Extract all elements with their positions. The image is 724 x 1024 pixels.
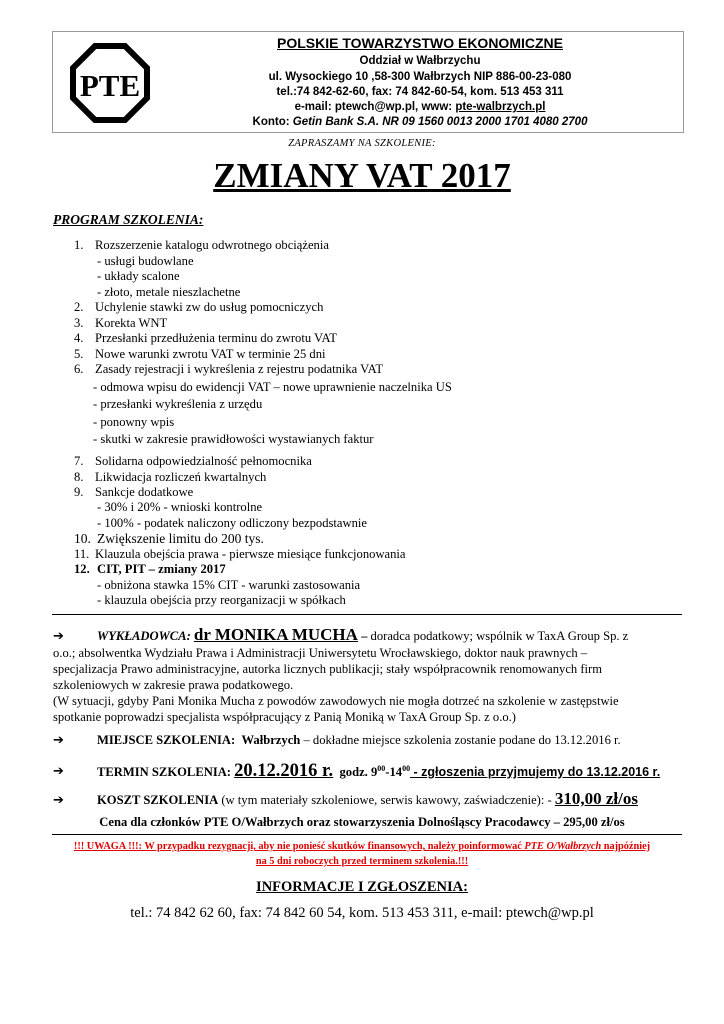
lecturer-name: dr MONIKA MUCHA xyxy=(193,625,358,644)
cancellation-warning-2: na 5 dni roboczych przed terminem szkolenia.!!! xyxy=(255,856,469,867)
cancellation-warning: !!! UWAGA !!!: W przypadku rezygnacji, aby nie ponieść skutków finansowych, należy poinformować PTE O/Wałbrzych najpóźniej xyxy=(73,841,651,852)
phones: tel.:74 842-62-60, fax: 74 842-60-54, kom. 513 453 311 xyxy=(276,86,564,98)
list-subitem: - usługi budowlane xyxy=(97,254,194,268)
pte-logo xyxy=(67,40,153,126)
substitute-note: (W sytuacji, gdyby Pani Monika Mucha z powodów zawodowych nie mogła dotrzeć na szkolenie w zastępstwie xyxy=(53,694,619,708)
lecturer-label: WYKŁADOWCA: xyxy=(97,629,191,643)
right-arrow-icon: ➔ xyxy=(53,764,64,779)
letterhead-text xyxy=(160,35,680,131)
invite-text: ZAPRASZAMY NA SZKOLENIE: xyxy=(288,138,436,149)
lecturer-bio-line: szkoleniowych w zakresie prawa podatkowego. xyxy=(53,678,294,692)
divider xyxy=(52,834,682,835)
term-label: TERMIN SZKOLENIA: xyxy=(97,765,232,780)
cost-price: 310,00 zł/os xyxy=(554,789,638,808)
list-subitem: - odmowa wpisu do ewidencji VAT – nowe uprawnienie naczelnika US xyxy=(93,380,452,394)
right-arrow-icon: ➔ xyxy=(53,629,64,644)
www-link[interactable]: pte-walbrzych.pl xyxy=(455,101,546,113)
bank-value: Getin Bank S.A. NR 09 1560 0013 2000 1701 4080 2700 xyxy=(292,116,588,128)
list-subitem: - klauzula obejścia przy reorganizacji w spółkach xyxy=(97,593,346,607)
list-subitem: - obniżona stawka 15% CIT - warunki zastosowania xyxy=(97,578,361,592)
list-subitem: - 30% i 20% - wnioski kontrolne xyxy=(97,500,263,514)
contact-info: tel.: 74 842 62 60, fax: 74 842 60 54, kom. 513 453 311, e-mail: ptewch@wp.pl xyxy=(130,905,594,921)
lecturer-bio-line: specjalizacja Prawo administracyjne, autorka licznych publikacji; stały współpracownik renomowanych firm xyxy=(53,662,603,676)
member-price: Cena dla członków PTE O/Wałbrzych oraz stowarzyszenia Dolnośląscy Pracodawcy – 295,00 zł/os xyxy=(99,815,625,829)
page-title xyxy=(0,155,724,197)
email-text: e-mail: ptewch@wp.pl, www: xyxy=(294,101,456,113)
right-arrow-icon: ➔ xyxy=(53,733,64,748)
term-date: 20.12.2016 r. xyxy=(234,761,334,782)
bank-label: Konto: xyxy=(252,116,293,128)
substitute-note: spotkanie poprowadzi specjalista współpracujący z Panią Moniką w TaxA Group Sp. z o.o.) xyxy=(53,710,516,724)
cost-label: KOSZT SZKOLENIA xyxy=(97,793,219,807)
place-line: MIEJSCE SZKOLENIA: Wałbrzych – dokładne miejsce szkolenia zostanie podane do 13.12.2016 r. xyxy=(97,733,621,747)
branch-name: Oddział w Wałbrzychu xyxy=(359,55,481,67)
list-subitem: - 100% - podatek naliczony odliczony bezpodstawnie xyxy=(97,516,367,530)
cost-line: KOSZT SZKOLENIA (w tym materiały szkoleniowe, serwis kawowy, zaświadczenie): - 310,00 zł/os xyxy=(97,789,638,808)
program-heading: PROGRAM SZKOLENIA: xyxy=(53,212,204,227)
list-subitem: - ponowny wpis xyxy=(93,415,175,429)
list-subitem: - przesłanki wykreślenia z urzędu xyxy=(93,397,263,411)
lecturer-line: WYKŁADOWCA: dr MONIKA MUCHA – doradca podatkowy; wspólnik w TaxA Group Sp. z xyxy=(97,625,629,644)
title-text: ZMIANY VAT 2017 xyxy=(213,156,511,195)
right-arrow-icon: ➔ xyxy=(53,793,64,808)
bank-account xyxy=(160,116,680,128)
org-name: POLSKIE TOWARZYSTWO EKONOMICZNE xyxy=(277,35,563,51)
term-hours: godz. $9^{00}-14^{00}$ xyxy=(339,764,411,780)
term-line xyxy=(97,758,687,783)
logo-text: PTE xyxy=(79,68,141,103)
email-www xyxy=(160,101,680,113)
lecturer-bio-line: o.o.; absolwentka Wydziału Prawa i Administracji Uniwersytetu Wrocławskiego, doktor nauk prawnych – xyxy=(53,646,588,660)
registration-deadline: - zgłoszenia przyjmujemy do 13.12.2016 r. xyxy=(410,765,661,780)
list-subitem: - skutki w zakresie prawidłowości wystawianych faktur xyxy=(93,432,374,446)
address: ul. Wysockiego 10 ,58-300 Wałbrzych NIP 886-00-23-080 xyxy=(268,71,572,83)
list-subitem: - układy scalone xyxy=(97,269,180,283)
list-subitem: - złoto, metale nieszlachetne xyxy=(97,285,241,299)
divider xyxy=(52,614,682,615)
place-label: MIEJSCE SZKOLENIA: xyxy=(97,733,236,747)
info-heading: INFORMACJE I ZGŁOSZENIA: xyxy=(256,879,468,895)
place-city: Wałbrzych xyxy=(241,733,301,747)
